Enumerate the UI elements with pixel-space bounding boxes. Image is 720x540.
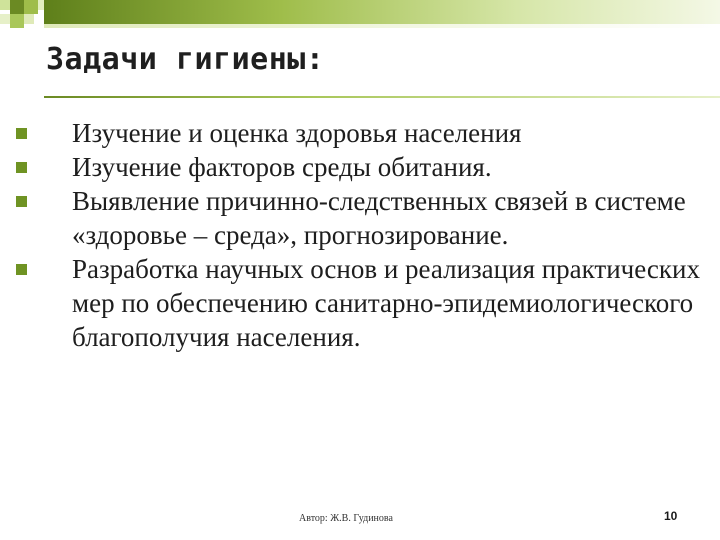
bullet-text: Изучение и оценка здоровья населения (72, 118, 522, 148)
bullet-text: Разработка научных основ и реализация практических мер по обеспечению санитарно-эпидемиологического благополучия населения. (72, 254, 700, 352)
decorative-square (10, 14, 24, 28)
bullet-list (14, 116, 704, 354)
header-gradient-bar (44, 0, 720, 24)
bullet-item (14, 184, 704, 252)
bullet-item (14, 116, 704, 150)
square-bullet-icon (16, 196, 27, 207)
decorative-square (0, 0, 10, 10)
decorative-square (24, 0, 38, 14)
bullet-text: Изучение факторов среды обитания. (72, 152, 492, 182)
title-underline (44, 96, 720, 98)
bullet-item (14, 252, 704, 354)
page-number: 10 (664, 509, 678, 523)
bullet-item (14, 150, 704, 184)
author-footer: Автор: Ж.В. Гудинова (299, 513, 393, 524)
header-gradient-bar-light (44, 24, 720, 28)
square-bullet-icon (16, 162, 27, 173)
slide-title: Задачи гигиены: (46, 42, 325, 77)
bullet-text: Выявление причинно-следственных связей в системе «здоровье – среда», прогнозирование. (72, 186, 686, 250)
square-bullet-icon (16, 264, 27, 275)
decorative-square (24, 14, 34, 24)
square-bullet-icon (16, 128, 27, 139)
decorative-square (10, 0, 24, 14)
decorative-square (0, 14, 10, 24)
